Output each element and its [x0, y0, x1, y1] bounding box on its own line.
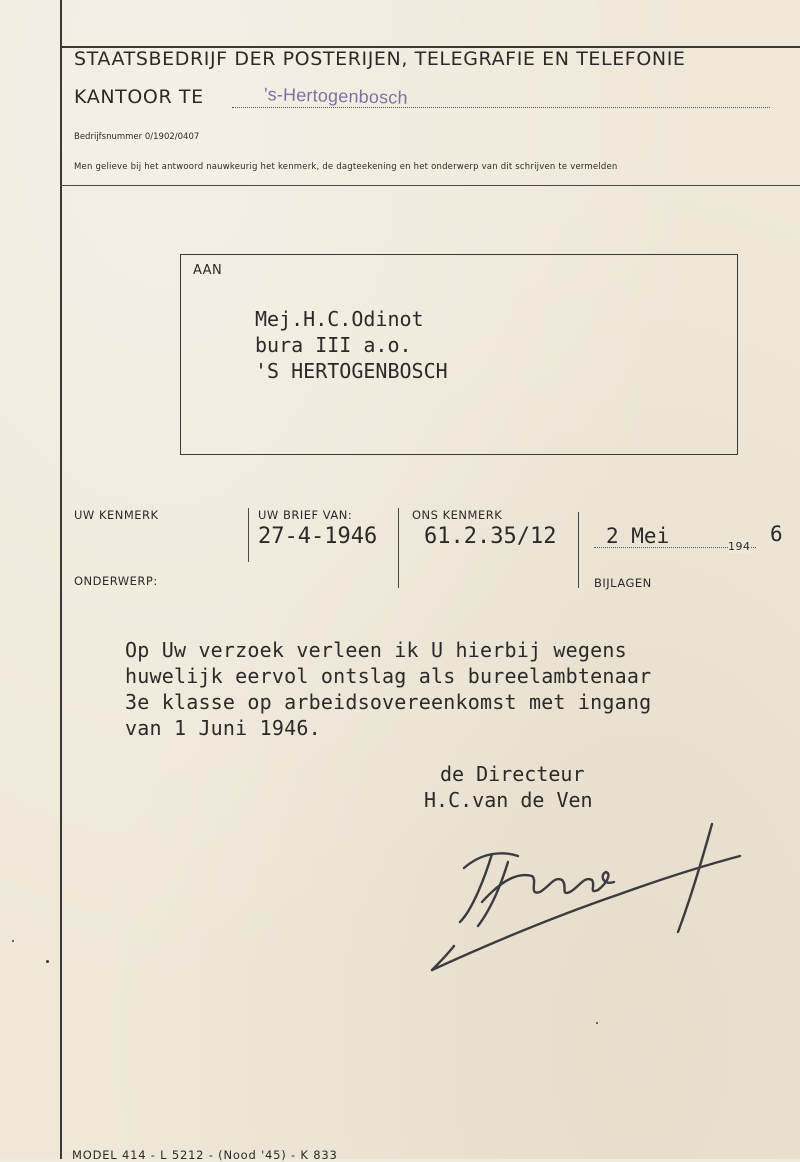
company-number: Bedrijfsnummer 0/1902/0407 — [74, 132, 200, 142]
address-line: bura III a.o. — [255, 333, 412, 357]
address-line: Mej.H.C.Odinot — [255, 307, 424, 331]
address-label: AAN — [193, 263, 223, 278]
year-suffix: 6 — [770, 522, 783, 546]
office-row — [74, 86, 770, 112]
office-stamp: 's-Hertogenbosch — [263, 84, 408, 108]
body-line: 3e klasse op arbeidsovereenkomst met ingang — [125, 690, 652, 714]
header-bottom-rule — [60, 185, 800, 186]
your-letter-label: UW BRIEF VAN: — [258, 508, 353, 522]
attachments-label: BIJLAGEN — [594, 576, 652, 590]
our-reference-value: 61.2.35/12 — [424, 524, 557, 549]
reply-instruction: Men gelieve bij het antwoord nauwkeurig het kenmerk, de dagteekening en het onderwerp van dit schrijven te vermelden — [74, 162, 618, 172]
body-line: van 1 Juni 1946. — [125, 716, 321, 740]
our-reference-label: ONS KENMERK — [412, 508, 503, 522]
subject-label: ONDERWERP: — [74, 574, 158, 588]
office-label: KANTOOR TE — [74, 86, 204, 108]
year-prefix: 194 — [728, 540, 751, 553]
signatory-name: H.C.van de Ven — [424, 788, 593, 812]
form-model-footer: MODEL 414 - L 5212 - (Nood '45) - K 833 — [72, 1148, 338, 1162]
paper-speck — [596, 1022, 598, 1024]
field-separator — [248, 508, 249, 562]
organisation-title: STAATSBEDRIJF DER POSTERIJEN, TELEGRAFIE EN TELEFONIE — [74, 48, 686, 70]
paper-speck — [46, 960, 49, 963]
office-dotted-line — [232, 107, 770, 108]
address-box — [180, 254, 738, 455]
signatory-title: de Directeur — [440, 762, 585, 786]
your-reference-label: UW KENMERK — [74, 508, 159, 522]
field-separator — [578, 512, 579, 588]
body-line: huwelijk eervol ontslag als bureelambtenaar — [125, 664, 652, 688]
left-margin-rule — [60, 0, 62, 1159]
letter-date: 2 Mei — [606, 524, 670, 548]
address-line: 'S HERTOGENBOSCH — [255, 359, 448, 383]
handwritten-signature — [420, 810, 760, 985]
body-line: Op Uw verzoek verleen ik U hierbij wegens — [125, 638, 627, 662]
field-separator — [398, 508, 399, 588]
paper-speck — [12, 940, 14, 942]
your-letter-date: 27-4-1946 — [258, 524, 378, 549]
